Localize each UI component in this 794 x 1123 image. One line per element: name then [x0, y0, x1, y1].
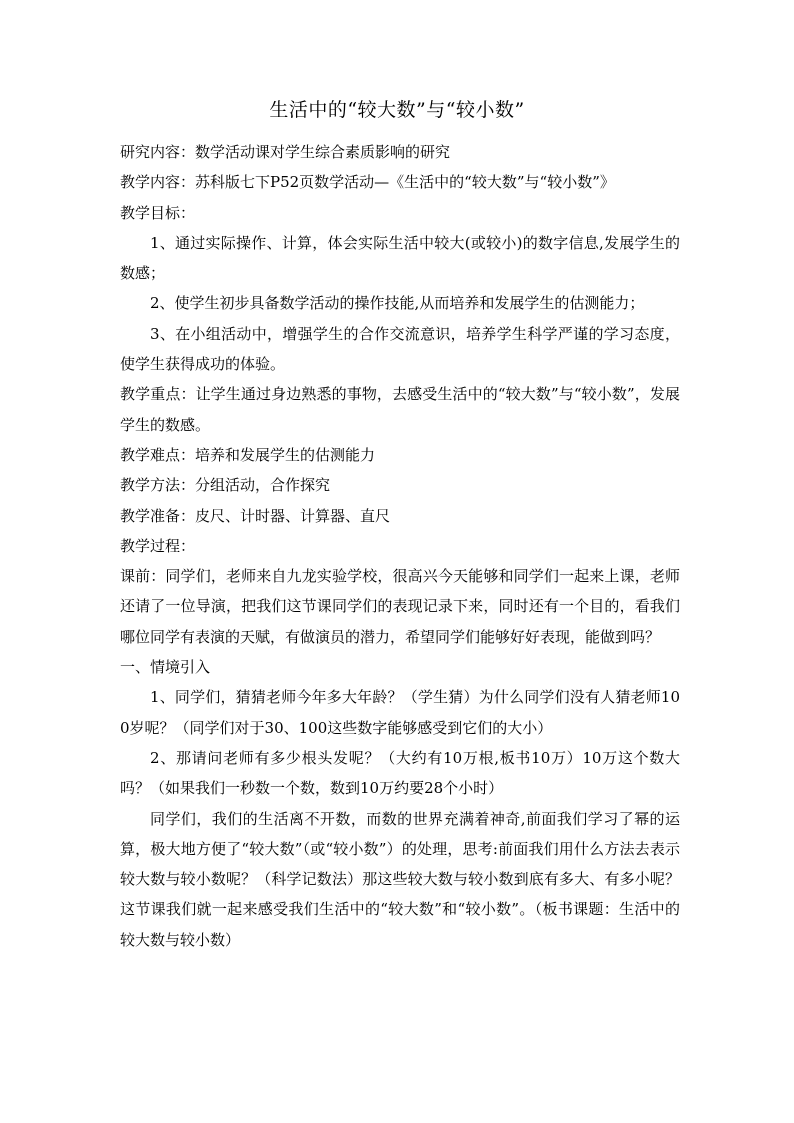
paragraph-preparation: 教学准备：皮尺、计时器、计算器、直尺 [120, 506, 391, 525]
paragraph-intro-3: 同学们，我们的生活离不开数，而数的世界充满着神奇,前面我们学习了幂的运算，极大地方便了“较大数”（或“较小数”）的处理，思考:前面我们用什么方法去表示较大数与较小数呢？（科学记数法）那这些较大数与较小数到底有多大、有多小呢？这节课我们就一起来感受我们生活中的“较大数”和“较小数”。（板书课题：生活中的较大数与较小数） [120, 809, 680, 949]
document-title: 生活中的“较大数”与“较小数” [269, 99, 525, 121]
paragraph-key-points: 教学重点：让学生通过身边熟悉的事物，去感受生活中的“较大数”与“较小数”，发展学生的数感。 [120, 385, 680, 434]
paragraph-goal-1: 1、通过实际操作、计算，体会实际生活中较大(或较小)的数字信息,发展学生的数感； [120, 233, 680, 283]
paragraph-intro-2: 2、那请问老师有多少根头发呢？（大约有10万根,板书10万）10万这个数大吗？（如果我们一秒数一个数，数到10万约要28个小时） [120, 748, 680, 798]
paragraph-research-content: 研究内容：数学活动课对学生综合素质影响的研究 [120, 143, 451, 161]
paragraph-goal-2: 2、使学生初步具备数学活动的操作技能,从而培养和发展学生的估测能力； [150, 294, 645, 313]
paragraph-methods: 教学方法：分组活动，合作探究 [120, 476, 331, 495]
paragraph-teaching-goals-heading: 教学目标： [120, 203, 196, 222]
paragraph-process-heading: 教学过程： [120, 536, 196, 555]
section-heading-introduction: 一、情境引入 [120, 658, 211, 677]
paragraph-before-class: 课前：同学们，老师来自九龙实验学校，很高兴今天能够和同学们一起来上课，老师还请了一位导演，把我们这节课同学们的表现记录下来，同时还有一个目的，看我们哪位同学有表演的天赋，有做演员的潜力，希望同学们能够好好表现，能做到吗？ [120, 567, 680, 646]
paragraph-difficulties: 教学难点：培养和发展学生的估测能力 [120, 445, 376, 464]
paragraph-intro-1: 1、同学们，猜猜老师今年多大年龄？（学生猜）为什么同学们没有人猜老师100岁呢？（同学们对于30、100这些数字能够感受到它们的大小） [120, 688, 680, 737]
paragraph-teaching-content: 教学内容：苏科版七下P52页数学活动—《生活中的“较大数”与“较小数”》 [120, 173, 615, 192]
document-body [120, 137, 680, 955]
paragraph-goal-3: 3、在小组活动中，增强学生的合作交流意识，培养学生科学严谨的学习态度，使学生获得成功的体验。 [120, 324, 680, 374]
